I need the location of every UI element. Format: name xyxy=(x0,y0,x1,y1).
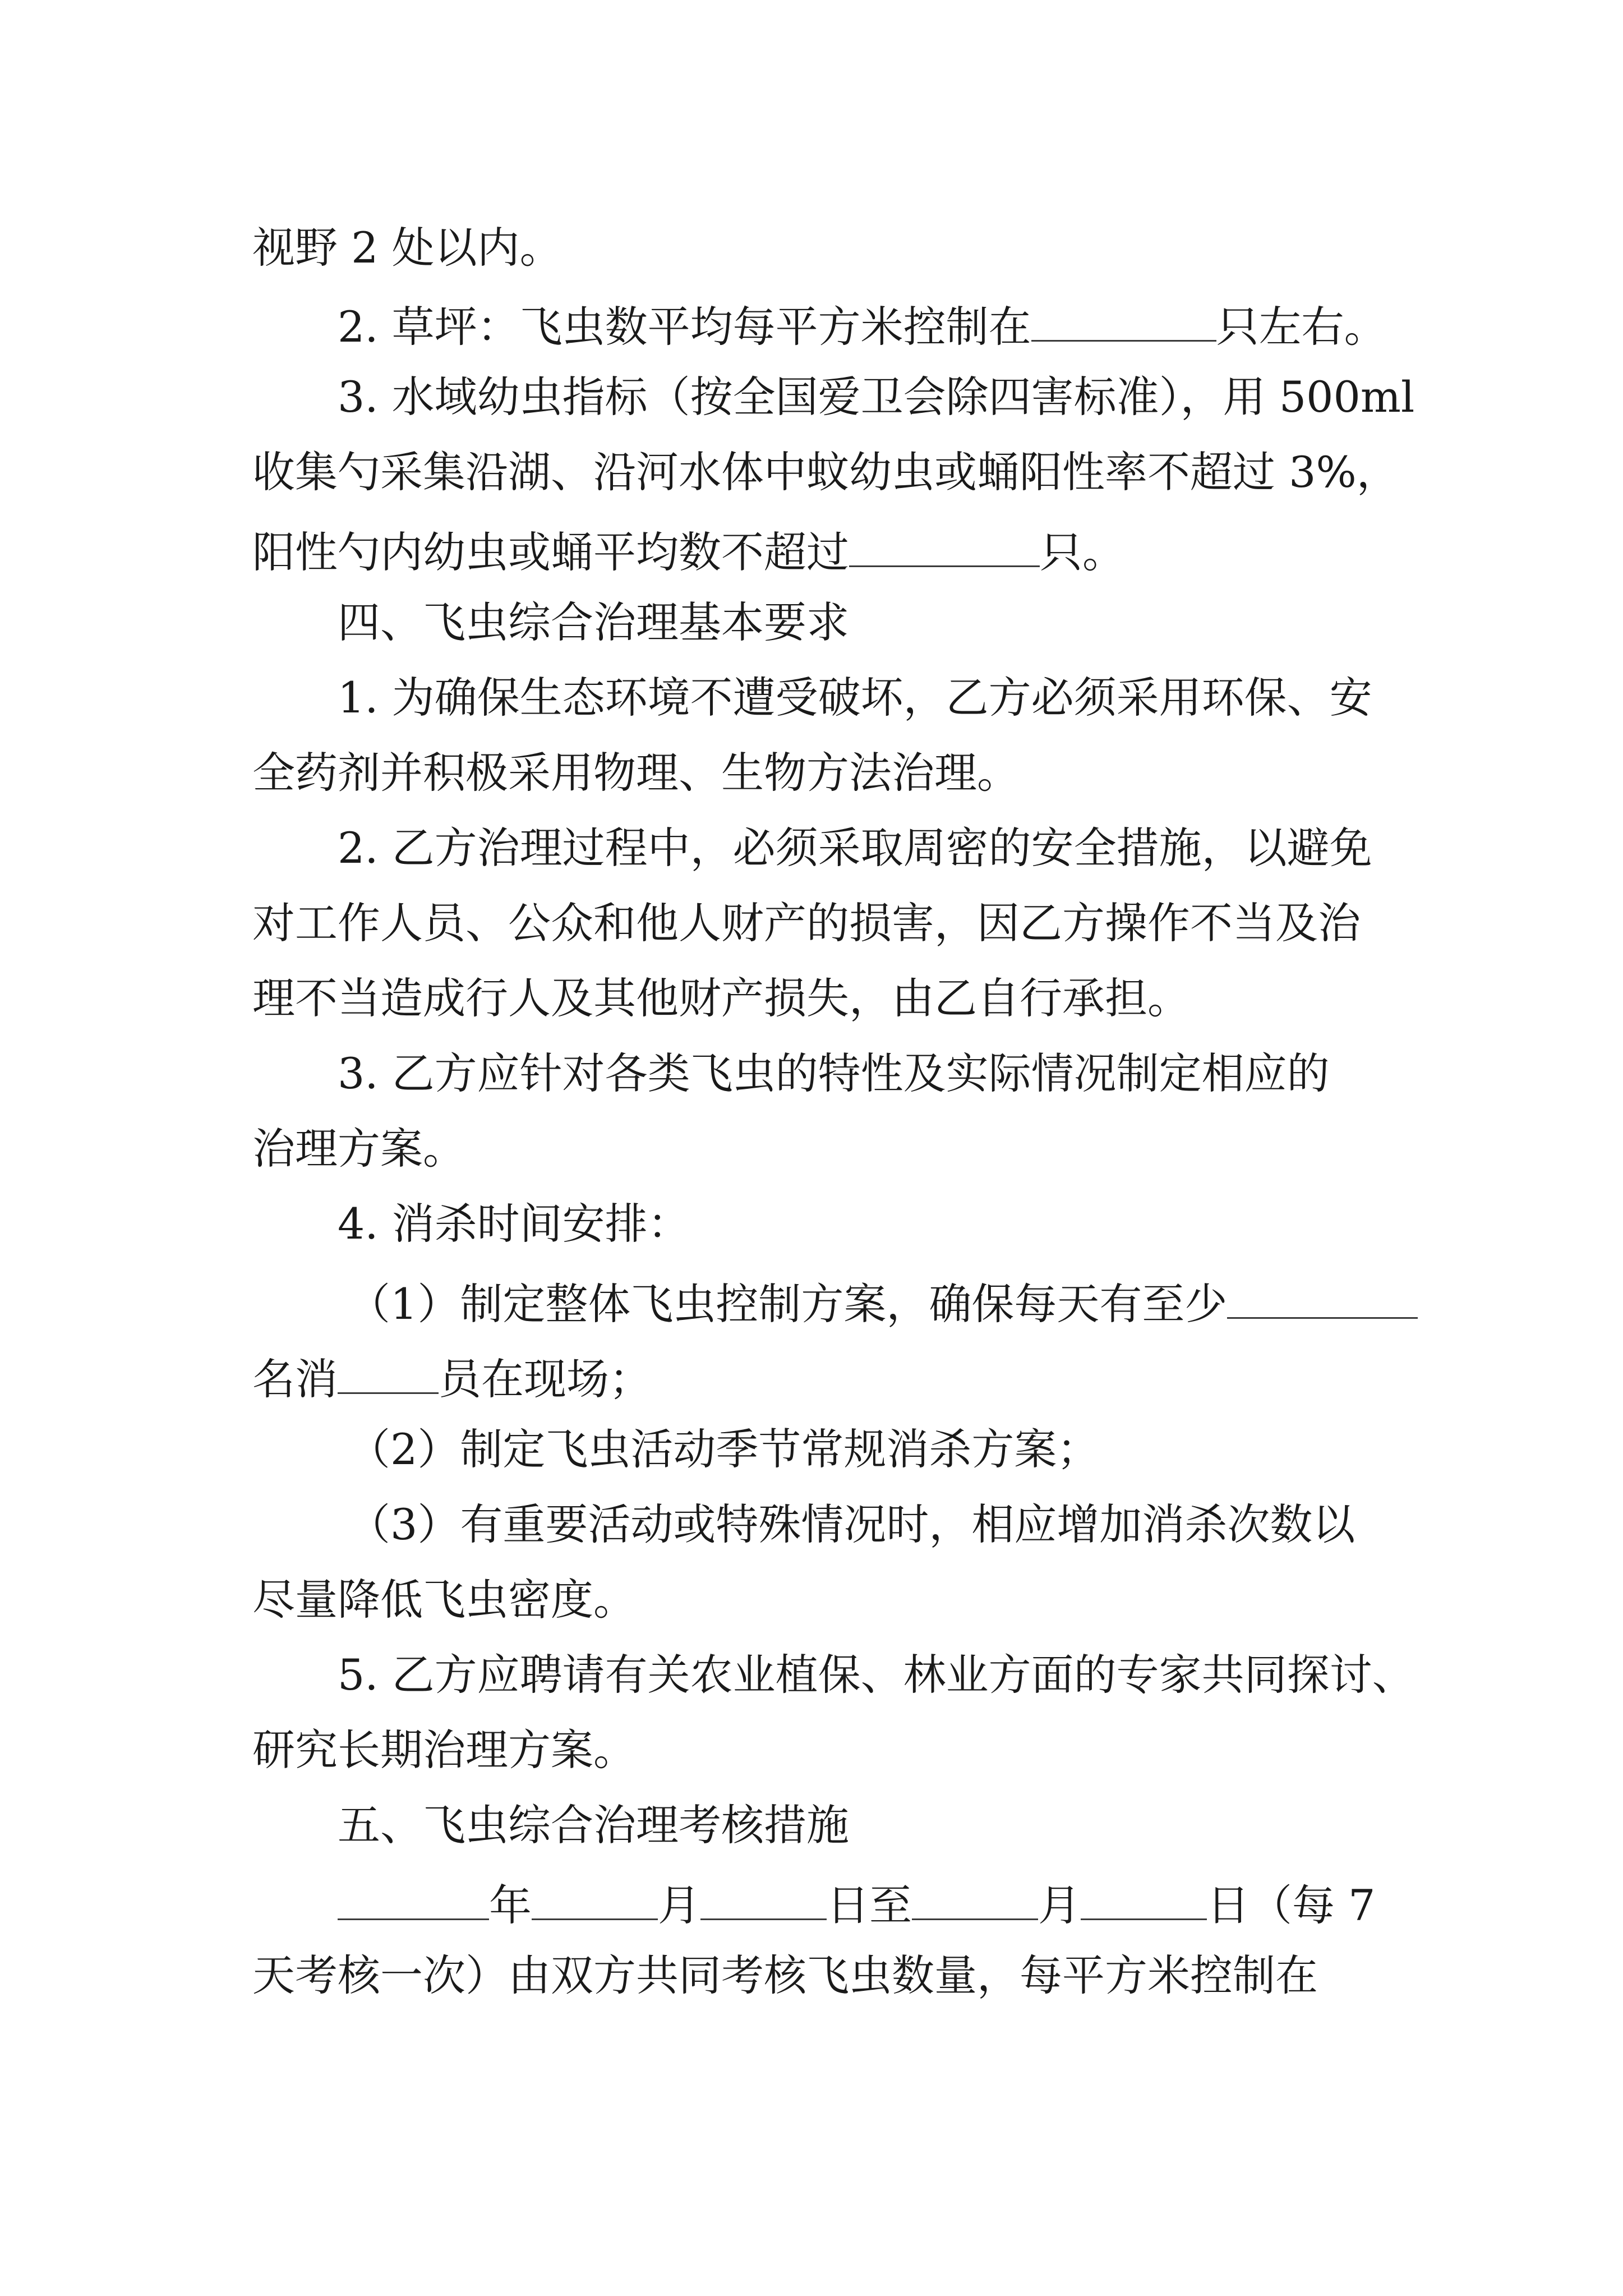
text-line xyxy=(252,898,1361,948)
line-text: 日至 xyxy=(827,1880,912,1930)
text-line xyxy=(252,1725,636,1775)
line-text: 月 xyxy=(658,1880,700,1930)
line-text: 收集勺采集沿湖、沿河水体中蚊幼虫或蛹阳性率不超过 3%， xyxy=(252,447,1399,497)
text-line xyxy=(252,1950,1318,2000)
fill-in-blank xyxy=(532,1879,658,1920)
line-text: 名消 xyxy=(252,1354,338,1404)
text-line xyxy=(338,823,1372,873)
line-text: 视野 2 处以内。 xyxy=(252,223,562,273)
fill-in-blank xyxy=(849,526,1040,567)
line-text: 1. 为确保生态环境不遭受破坏，乙方必须采用环保、安 xyxy=(338,673,1372,723)
text-line xyxy=(252,223,562,273)
line-text: 年 xyxy=(489,1880,532,1930)
line-text: 五、飞虫综合治理考核措施 xyxy=(338,1800,849,1850)
section-heading xyxy=(338,597,849,647)
line-text: 3. 水域幼虫指标（按全国爱卫会除四害标准），用 500ml xyxy=(338,372,1415,422)
line-text: 3. 乙方应针对各类飞虫的特性及实际情况制定相应的 xyxy=(338,1048,1330,1098)
text-line xyxy=(338,1650,1415,1700)
line-text: 5. 乙方应聘请有关农业植保、林业方面的专家共同探讨、 xyxy=(338,1650,1415,1700)
text-line xyxy=(348,1499,1355,1549)
text-line xyxy=(252,973,1190,1023)
line-text: （1）制定整体飞虫控制方案，确保每天有至少 xyxy=(348,1278,1228,1329)
line-text: 对工作人员、公众和他人财产的损害，因乙方操作不当及治 xyxy=(252,898,1361,948)
text-line xyxy=(338,1048,1330,1098)
line-text: 只。 xyxy=(1040,527,1125,577)
line-text: 治理方案。 xyxy=(252,1124,465,1174)
line-text: 2. 草坪：飞虫数平均每平方米控制在 xyxy=(338,301,1031,352)
line-text: 研究长期治理方案。 xyxy=(252,1725,636,1775)
text-line xyxy=(348,1424,1100,1474)
text-line xyxy=(338,673,1372,723)
fill-in-blank xyxy=(338,1879,489,1920)
line-text: 全药剂并积极采用物理、生物方法治理。 xyxy=(252,748,1020,798)
fill-in-blank xyxy=(338,1353,439,1394)
line-text: 月 xyxy=(1038,1880,1081,1930)
line-text: 日（每 7 xyxy=(1207,1880,1376,1930)
text-line xyxy=(252,1124,465,1174)
text-line xyxy=(252,526,1125,577)
line-text: 员在现场； xyxy=(439,1354,652,1404)
line-text: 理不当造成行人及其他财产损失，由乙自行承担。 xyxy=(252,973,1190,1023)
fill-in-blank xyxy=(1081,1879,1207,1920)
text-line xyxy=(348,1278,1418,1329)
line-text: （2）制定飞虫活动季节常规消杀方案； xyxy=(348,1424,1100,1474)
line-text: 只左右。 xyxy=(1216,301,1387,352)
text-line xyxy=(338,1879,1376,1930)
fill-in-blank xyxy=(912,1879,1038,1920)
section-heading xyxy=(338,1800,849,1850)
text-line xyxy=(338,301,1387,352)
line-text: 尽量降低飞虫密度。 xyxy=(252,1575,636,1625)
line-text: 阳性勺内幼虫或蛹平均数不超过 xyxy=(252,527,849,577)
line-text: 4. 消杀时间安排： xyxy=(338,1199,690,1249)
text-line xyxy=(252,447,1399,497)
line-text: 2. 乙方治理过程中，必须采取周密的安全措施，以避免 xyxy=(338,823,1372,873)
line-text: （3）有重要活动或特殊情况时，相应增加消杀次数以 xyxy=(348,1499,1355,1549)
fill-in-blank xyxy=(700,1879,827,1920)
text-line xyxy=(338,372,1415,422)
fill-in-blank xyxy=(1031,301,1216,342)
text-line xyxy=(252,1575,636,1625)
line-text: 四、飞虫综合治理基本要求 xyxy=(338,597,849,647)
text-line xyxy=(338,1199,690,1249)
text-line xyxy=(252,1353,652,1404)
fill-in-blank xyxy=(1227,1278,1418,1319)
line-text: 天考核一次）由双方共同考核飞虫数量，每平方米控制在 xyxy=(252,1950,1318,2000)
text-line xyxy=(252,748,1020,798)
